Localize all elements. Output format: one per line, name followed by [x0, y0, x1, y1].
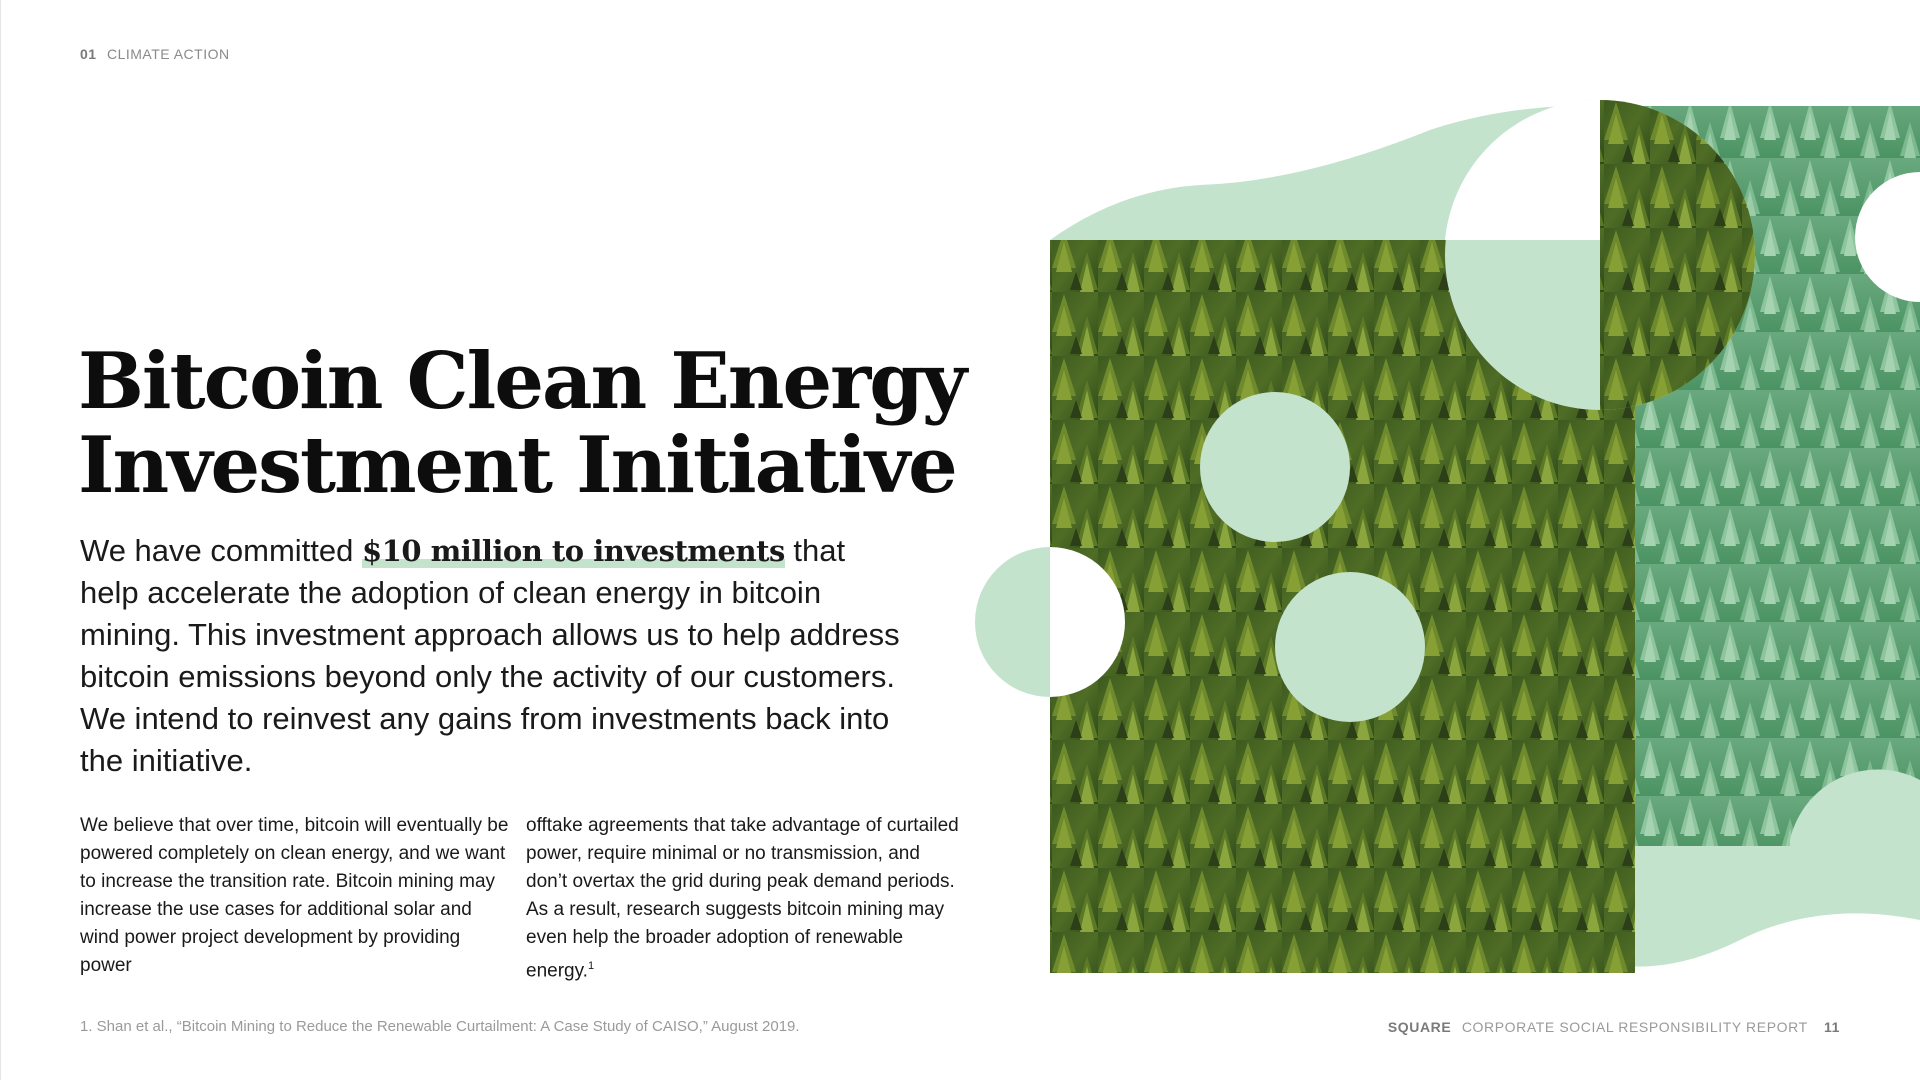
section-number: 01	[80, 46, 97, 62]
title-line-1: Bitcoin Clean Energy	[78, 336, 966, 427]
left-half-circle-group	[975, 547, 1125, 697]
page-edge	[0, 0, 1, 1080]
body-column-2-text: offtake agreements that take advantage of curtailed power, require minimal or no transmission, and don’t overtax the grid during peak demand periods. As a result, research suggests bitcoin mining may even help the broader adoption of renewable energy.	[526, 815, 959, 982]
footer-report-name: CORPORATE SOCIAL RESPONSIBILITY REPORT	[1461, 1019, 1808, 1035]
footnote: 1. Shan et al., “Bitcoin Mining to Reduce the Renewable Curtailment: A Case Study of CAISO,” August 2019.	[80, 1018, 800, 1035]
section-name: CLIMATE ACTION	[106, 46, 230, 62]
section-label	[80, 46, 230, 62]
circle-lower-middle	[1275, 572, 1425, 722]
lead-text-before: We have committed	[80, 533, 362, 568]
circle-upper-middle	[1200, 392, 1350, 542]
highlighted-commitment: $10 million to investments	[361, 534, 785, 568]
footnote-reference[interactable]: 1	[587, 960, 595, 972]
body-column-2	[526, 812, 966, 985]
body-column-1: We believe that over time, bitcoin will eventually be powered completely on clean energy, and we want to increase the transition rate. Bitcoin mining may increase the use cases for additional solar and wind power project development by providing power	[80, 815, 509, 976]
page-title	[78, 336, 966, 511]
lead-text-after: that help accelerate the adoption of clean energy in bitcoin mining. This investment approach allows us to help address bitcoin emissions beyond only the activity of our customers. We intend to reinvest any gains from investments back into the initiative.	[80, 533, 900, 778]
footer-brand: SQUARE	[1387, 1019, 1452, 1035]
page-number: 11	[1824, 1019, 1840, 1035]
page-footer	[1388, 1019, 1840, 1035]
forest-illustration	[960, 100, 1920, 980]
title-line-2: Investment Initiative	[78, 420, 956, 511]
lead-paragraph	[80, 530, 900, 782]
